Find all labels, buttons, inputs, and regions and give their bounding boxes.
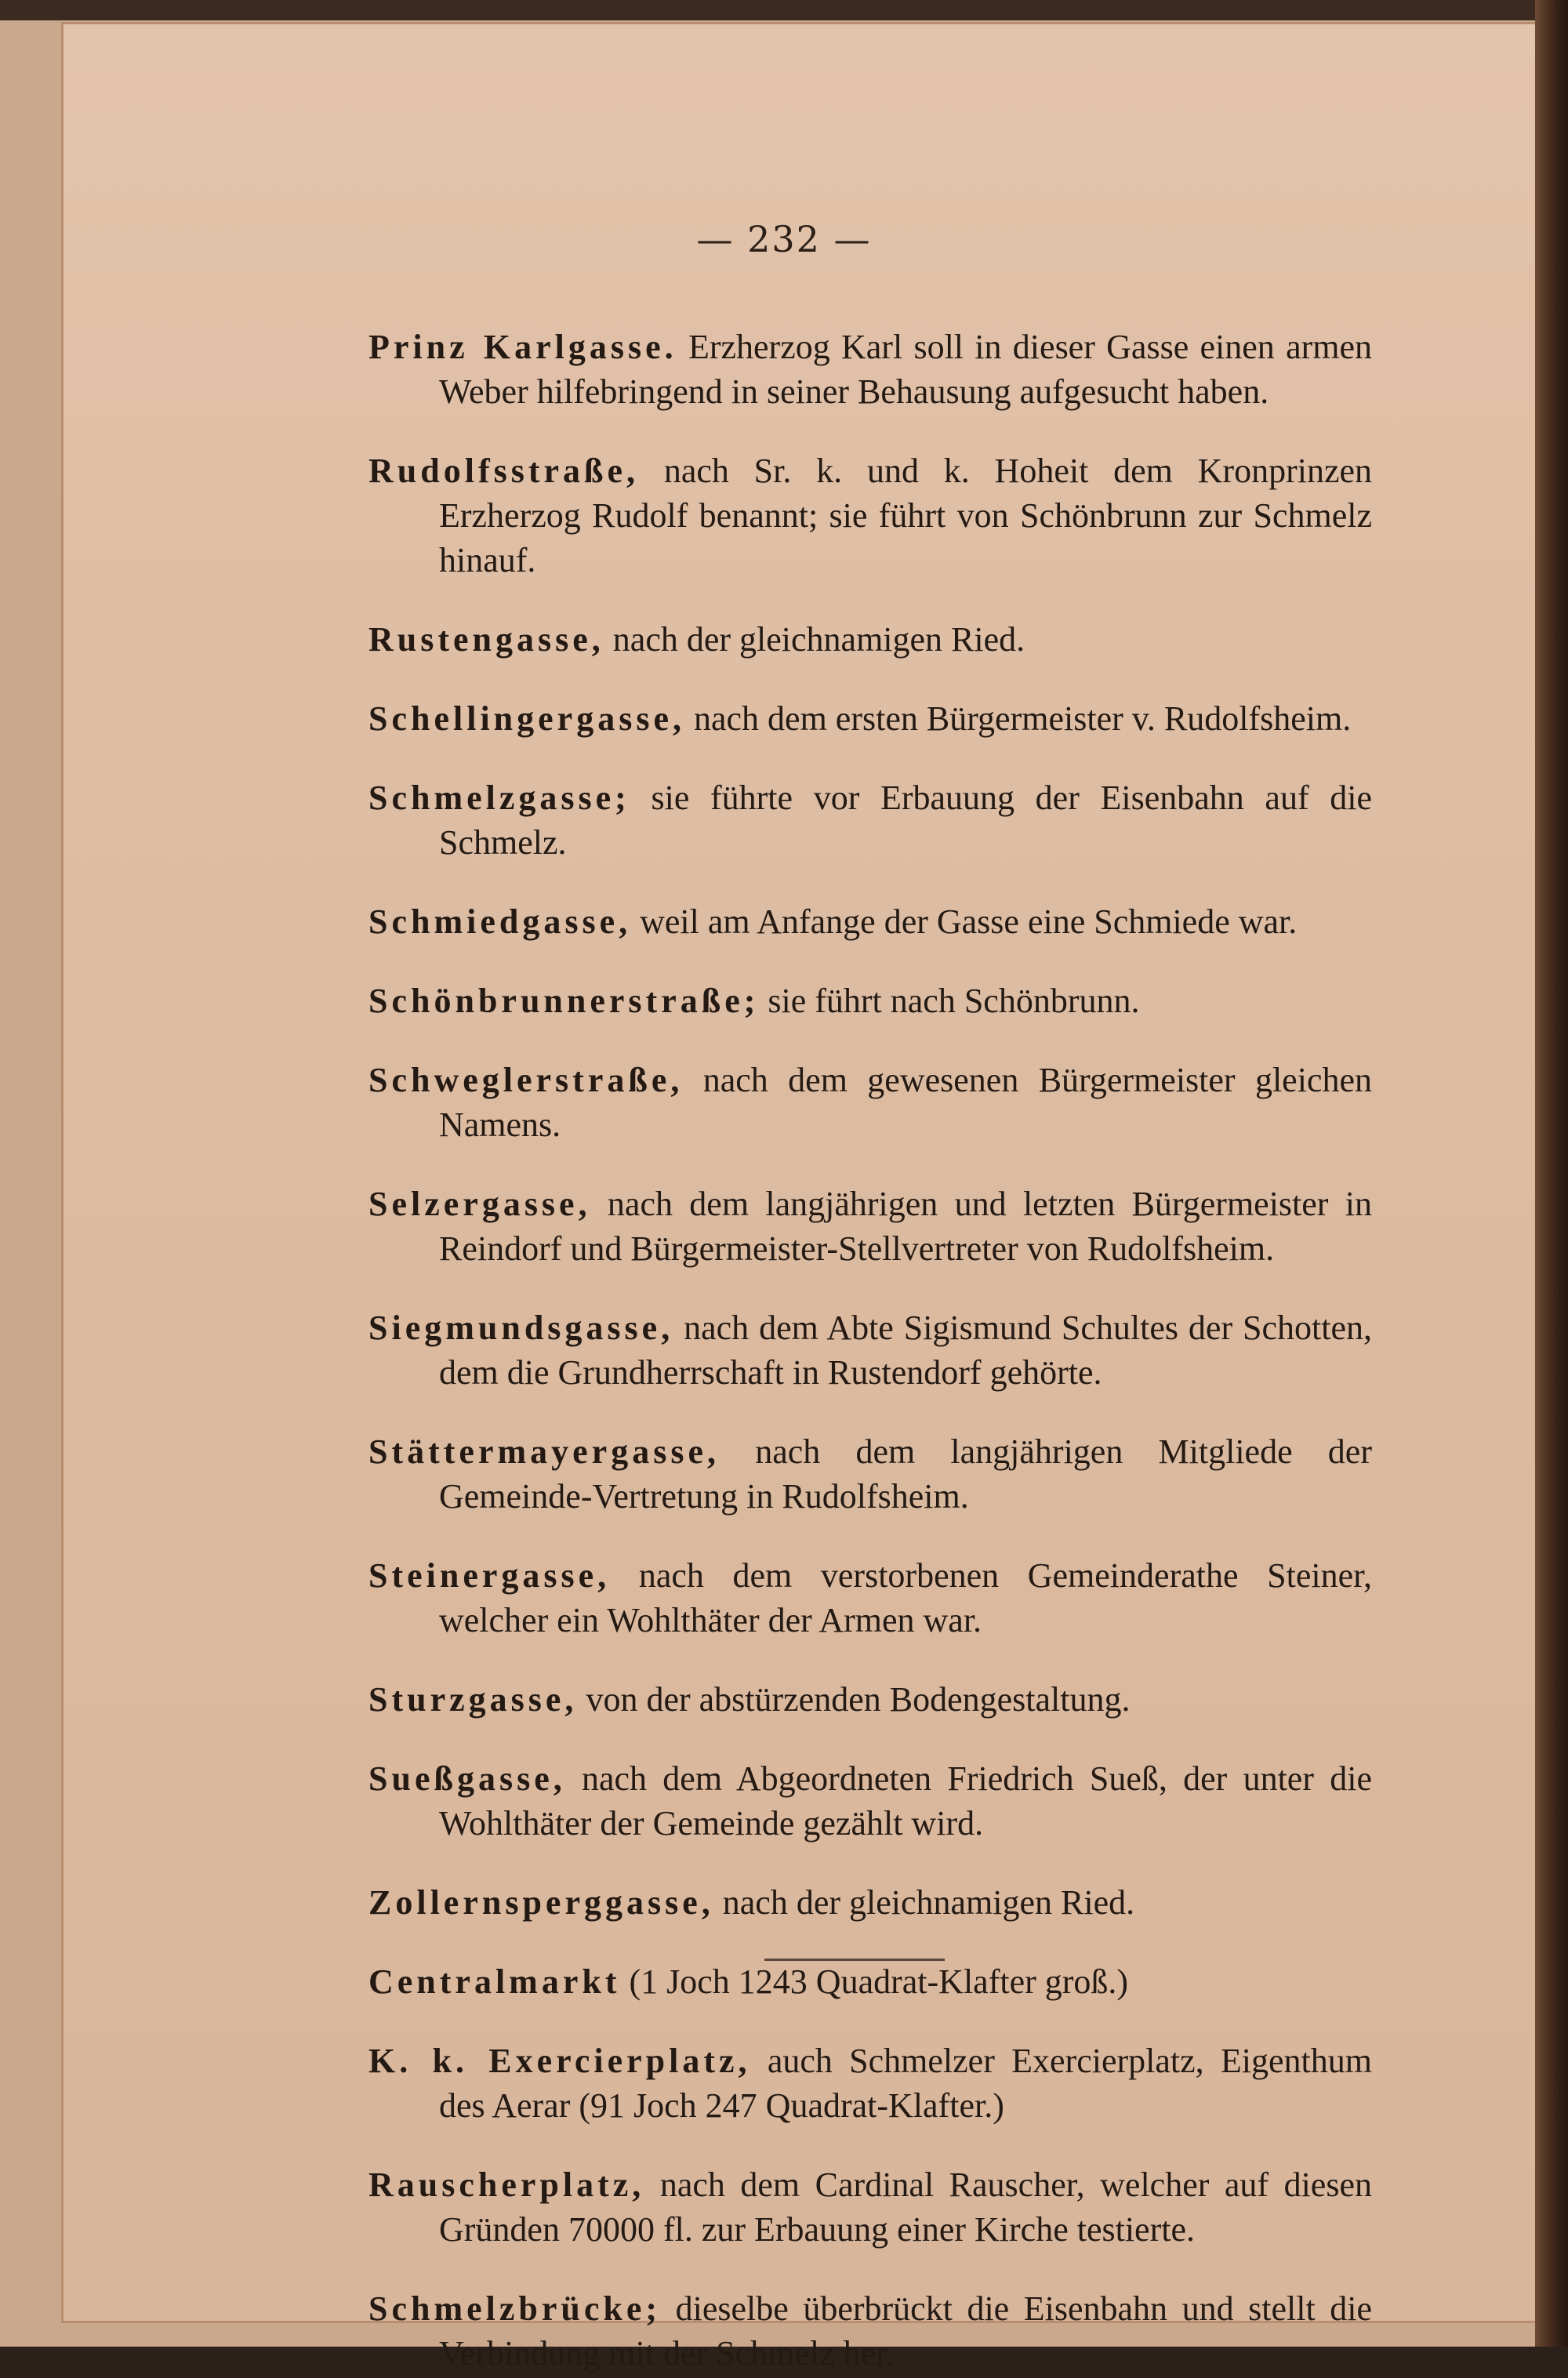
list-item bbox=[368, 1058, 1372, 1147]
list-item bbox=[368, 1182, 1372, 1271]
street-description: nach dem Cardinal Rauscher, welcher auf diesen Gründen 70000 fl. zur Erbauung einer Kirche testierte. bbox=[439, 2166, 1372, 2249]
street-name-list bbox=[368, 290, 1372, 2378]
street-name: Zollernsperggasse, bbox=[368, 1883, 714, 1922]
list-item bbox=[368, 1305, 1372, 1395]
street-name: Schmelzgasse; bbox=[368, 779, 630, 817]
street-name: Sueßgasse, bbox=[368, 1759, 566, 1798]
street-name: Schellingergasse, bbox=[368, 699, 685, 738]
street-description: nach dem gewesenen Bürgermeister gleichen Namens. bbox=[439, 1061, 1372, 1144]
list-item bbox=[368, 899, 1372, 944]
list-item bbox=[368, 1959, 1372, 2004]
street-name: Prinz Karlgasse. bbox=[368, 328, 677, 366]
list-item bbox=[368, 617, 1372, 662]
street-name: Selzergasse, bbox=[368, 1185, 591, 1223]
street-description: nach dem Abte Sigismund Schultes der Schotten, dem die Grundherrschaft in Rustendorf gehörte. bbox=[439, 1309, 1372, 1392]
street-description: dieselbe überbrückt die Eisenbahn und stellt die Verbindung mit der Schmelz her. bbox=[439, 2289, 1372, 2373]
book-edge-top bbox=[0, 0, 1568, 20]
street-description: sie führt nach Schönbrunn. bbox=[759, 982, 1140, 1020]
list-item bbox=[368, 2162, 1372, 2252]
book-spine bbox=[1535, 0, 1568, 2347]
street-name: Centralmarkt bbox=[368, 1962, 621, 2001]
page-number: — 232 — bbox=[696, 218, 872, 260]
end-divider-line bbox=[764, 1959, 945, 1961]
list-item bbox=[368, 1429, 1372, 1519]
street-description: nach dem langjährigen und letzten Bürgermeister in Reindorf und Bürgermeister-Stellvertreter von Rudolfsheim. bbox=[439, 1185, 1372, 1268]
list-item bbox=[368, 1756, 1372, 1846]
street-description: nach Sr. k. und k. Hoheit dem Kronprinzen Erzherzog Rudolf benannt; sie führt von Schönbrunn zur Schmelz hinauf. bbox=[439, 452, 1372, 579]
street-description: nach der gleichnamigen Ried. bbox=[713, 1883, 1135, 1922]
list-item bbox=[368, 2286, 1372, 2376]
street-name: K. k. Exercierplatz, bbox=[368, 2042, 751, 2080]
list-item bbox=[368, 325, 1372, 414]
street-description: Erzherzog Karl soll in dieser Gasse einen armen Weber hilfebringend in seiner Behausung aufgesucht haben. bbox=[439, 328, 1372, 411]
street-name: Rudolfsstraße, bbox=[368, 452, 640, 490]
street-description: nach der gleichnamigen Ried. bbox=[604, 620, 1025, 659]
list-item bbox=[368, 1553, 1372, 1643]
street-name: Rauscherplatz, bbox=[368, 2166, 645, 2204]
street-name: Schönbrunnerstraße; bbox=[368, 982, 760, 1020]
street-name: Schmiedgasse, bbox=[368, 902, 632, 941]
street-name: Steinergasse, bbox=[368, 1556, 611, 1595]
list-item bbox=[368, 448, 1372, 583]
street-description: nach dem verstorbenen Gemeinderathe Steiner, welcher ein Wohlthäter der Armen war. bbox=[439, 1556, 1372, 1639]
list-item bbox=[368, 696, 1372, 741]
list-item bbox=[368, 775, 1372, 865]
street-description: von der abstürzenden Bodengestaltung. bbox=[577, 1680, 1131, 1719]
street-name: Sturzgasse, bbox=[368, 1680, 578, 1719]
list-item bbox=[368, 978, 1372, 1023]
list-item bbox=[368, 1880, 1372, 1925]
street-name: Schweglerstraße, bbox=[368, 1061, 684, 1099]
street-description: sie führte vor Erbauung der Eisenbahn auf die Schmelz. bbox=[439, 779, 1372, 862]
street-name: Siegmundsgasse, bbox=[368, 1309, 674, 1347]
list-item bbox=[368, 1677, 1372, 1722]
street-description: nach dem ersten Bürgermeister v. Rudolfsheim. bbox=[684, 699, 1352, 738]
street-name: Schmelzbrücke; bbox=[368, 2289, 662, 2328]
street-name: Rustengasse, bbox=[368, 620, 604, 659]
street-name: Stättermayergasse, bbox=[368, 1432, 720, 1471]
street-description: weil am Anfange der Gasse eine Schmiede war. bbox=[631, 902, 1298, 941]
street-description: nach dem langjährigen Mitgliede der Gemeinde-Vertretung in Rudolfsheim. bbox=[439, 1432, 1372, 1516]
list-item bbox=[368, 2039, 1372, 2128]
street-description: (1 Joch 1243 Quadrat-Klafter groß.) bbox=[620, 1962, 1129, 2001]
street-description: nach dem Abgeordneten Friedrich Sueß, der unter die Wohlthäter der Gemeinde gezählt wird. bbox=[439, 1759, 1372, 1842]
street-description: auch Schmelzer Exercierplatz, Eigenthum des Aerar (91 Joch 247 Quadrat-Klafter.) bbox=[439, 2042, 1372, 2125]
